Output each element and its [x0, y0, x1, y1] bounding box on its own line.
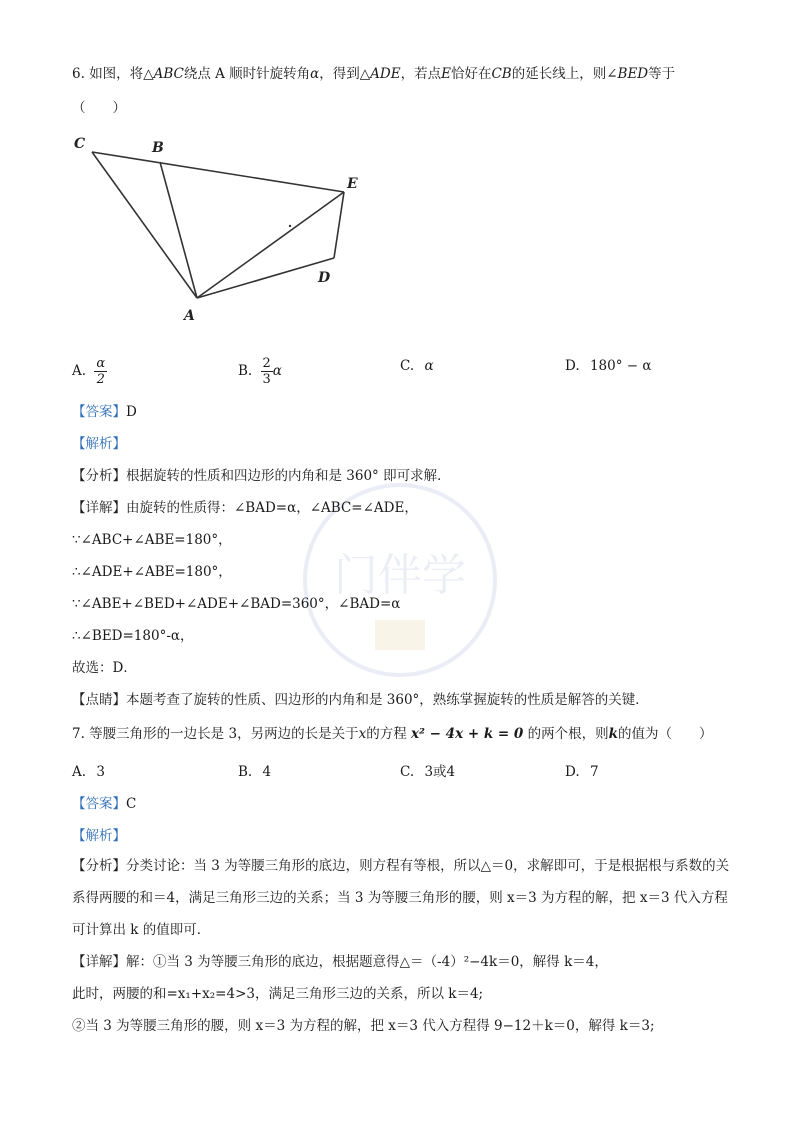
q6-step-6: 故选：D． [72, 660, 137, 676]
q6-option-c[interactable]: C. α [400, 358, 434, 374]
label-b: B [152, 140, 164, 156]
q7-answer: 【答案】C [72, 796, 137, 812]
q6-option-b[interactable]: B. $\frac{2}{3}$ α [238, 356, 282, 387]
q7-step-3: ②当 3 为等腰三角形的腰，则 x＝3 为方程的解，把 x＝3 代入方程得 9−12＋k＝0，解得 k＝3; [72, 1018, 655, 1034]
q7-step-2: 此时，两腰的和=x₁+x₂=4>3，满足三角形三边的关系，所以 k＝4; [72, 986, 484, 1002]
q6-answer: 【答案】D [72, 404, 137, 420]
q7-analysis-label: 【解析】 [72, 828, 126, 844]
q6-step-3: ∴∠ADE+∠ABE=180°， [72, 564, 232, 580]
label-c: C [74, 136, 86, 152]
watermark-text: 门伴学 [334, 550, 466, 601]
q6-paren: （ ） [72, 100, 126, 116]
q6-analysis-label: 【解析】 [72, 436, 126, 452]
q7-option-a[interactable]: A. 3 [72, 764, 105, 780]
q6-step-5: ∴∠BED=180°-α， [72, 628, 194, 644]
q6-step-4: ∵∠ABE+∠BED+∠ADE+∠BAD=360°，∠BAD=α [72, 596, 401, 612]
q6-option-a[interactable]: A. $\frac{\alpha}{2}$ [72, 356, 106, 387]
label-d: D [318, 270, 331, 286]
q6-option-d[interactable]: D. 180° − α [565, 358, 652, 374]
q6-step-1: 【详解】由旋转的性质得：∠BAD=α，∠ABC=∠ADE， [72, 500, 418, 516]
q6-geometry-figure [72, 130, 392, 330]
segment-ce [92, 152, 344, 192]
q7-option-b[interactable]: B. 4 [238, 764, 272, 780]
q7-option-d[interactable]: D. 7 [565, 764, 599, 780]
q7-stem: 7. 等腰三角形的一边长是 3，另两边的长是关于x的方程 x² − 4x + k = 0 的两个根，则k的值为（ ） [72, 726, 713, 742]
segment-ca [92, 152, 197, 298]
q7-step-1: 【详解】解：①当 3 为等腰三角形的底边，根据题意得△＝（-4）²−4k＝0，解得 k＝4， [72, 954, 608, 970]
q6-dianjing: 【点睛】本题考查了旋转的性质、四边形的内角和是 360°，熟练掌握旋转的性质是解答的关键． [72, 692, 649, 708]
q7-option-c[interactable]: C. 3或4 [400, 764, 456, 780]
segment-ed [334, 192, 344, 258]
q7-fenxi: 【分析】分类讨论：当 3 为等腰三角形的底边，则方程有等根，所以△＝0，求解即可，于是根据根与系数的关系得两腰的和＝4，满足三角形三边的关系；当 3 为等腰三角形的腰，则 x＝3 为方程的解，把 x＝3 代入方程可计算出 k 的值即可． [72, 858, 730, 938]
q6-stem: 6. 如图，将△ABC绕点 A 顺时针旋转角α，得到△ADE，若点E恰好在CB的延长线上，则∠BED等于 [72, 66, 676, 82]
segment-da [197, 258, 334, 298]
q6-step-2: ∵∠ABC+∠ABE=180°， [72, 532, 232, 548]
label-a: A [184, 308, 195, 324]
label-e: E [347, 176, 358, 192]
q6-fenxi: 【分析】根据旋转的性质和四边形的内角和是 360° 即可求解． [72, 468, 451, 484]
segment-ba [160, 162, 197, 298]
